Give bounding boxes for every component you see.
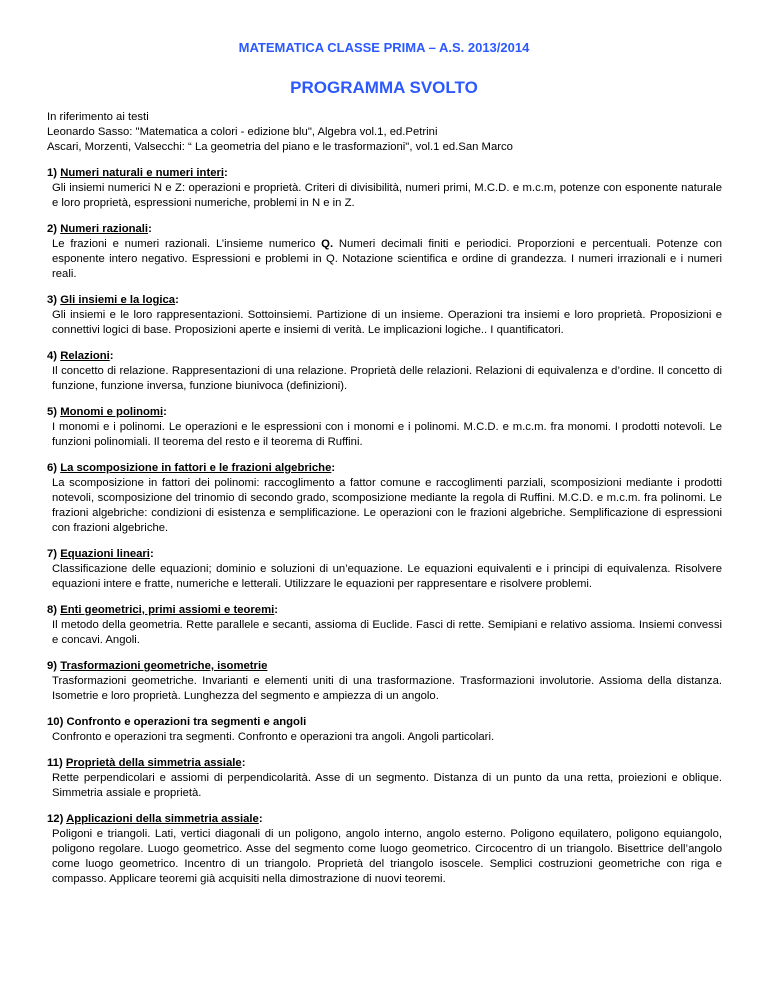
section-separator: :	[241, 757, 246, 769]
section-4	[47, 349, 722, 394]
section-separator: :	[148, 223, 152, 235]
section-number: 8)	[47, 604, 58, 616]
section-title: Applicazioni della simmetria assiale	[66, 813, 259, 825]
section-body-bold: Q.	[321, 238, 334, 250]
section-heading	[47, 715, 722, 730]
section-heading	[47, 405, 722, 420]
section-body	[47, 237, 722, 282]
intro-line: Ascari, Morzenti, Valsecchi: “ La geometria del piano e le trasformazioni", vol.1 ed.San Marco	[47, 141, 513, 153]
section-title: La scomposizione in fattori e le frazioni algebriche	[60, 462, 332, 474]
section-separator: :	[258, 813, 263, 825]
section-7	[47, 547, 722, 592]
document-title: MATEMATICA CLASSE PRIMA – A.S. 2013/2014	[238, 40, 530, 55]
document-subtitle: PROGRAMMA SVOLTO	[290, 78, 478, 97]
section-body-text: Le frazioni e numeri razionali. L’insieme numerico	[52, 238, 322, 250]
section-title: Gli insiemi e la logica	[60, 294, 176, 306]
section-heading	[47, 222, 722, 237]
section-title: Relazioni	[60, 350, 110, 362]
section-title: Monomi e polinomi	[60, 406, 164, 418]
section-3	[47, 293, 722, 338]
section-body: I monomi e i polinomi. Le operazioni e le espressioni con i monomi e i polinomi. M.C.D. e m.c.m. fra monomi. I prodotti notevoli. Le funzioni polinomiali. Il teorema del resto e il teorema di Ruffini.	[52, 421, 722, 448]
section-title: Equazioni lineari	[60, 548, 150, 560]
section-11	[47, 756, 722, 801]
section-number: 12)	[47, 813, 64, 825]
intro-references	[47, 110, 747, 155]
section-number: 2)	[47, 223, 58, 235]
section-title: Proprietà della simmetria assiale	[65, 757, 242, 769]
section-separator: :	[274, 604, 279, 616]
section-number: 1)	[47, 167, 58, 179]
section-number: 6)	[47, 462, 58, 474]
section-body: Classificazione delle equazioni; dominio e soluzioni di un’equazione. Le equazioni equivalenti e i principi di equivalenza. Risolvere equazioni intere e fratte, numeriche e letterali. Utilizzare le equazioni per rappresentare e risolvere problemi.	[52, 563, 722, 590]
section-heading	[47, 547, 722, 562]
section-body: Trasformazioni geometriche. Invarianti e elementi uniti di una trasformazione. Trasformazioni involutorie. Assioma della distanza. Isometrie e loro proprietà. Lunghezza del segmento e ampiezza di un angolo.	[52, 675, 722, 702]
section-heading	[47, 293, 722, 308]
section-body: Il metodo della geometria. Rette parallele e secanti, assioma di Euclide. Fasci di rette. Semipiani e relativo assioma. Insiemi convessi e concavi. Angoli.	[52, 619, 722, 646]
section-separator: :	[163, 406, 167, 418]
section-body-text: Numeri decimali finiti e periodici. Proporzioni e percentuali. Potenze con esponente intero negativo. Espressioni e problemi in Q. Notazione scientifica e ordine di grandezza. I numeri irrazionali e i numeri reali.	[52, 238, 722, 280]
section-2	[47, 222, 722, 282]
section-body: Confronto e operazioni tra segmenti. Confronto e operazioni tra angoli. Angoli particolari.	[52, 731, 495, 743]
section-title: Trasformazioni geometriche, isometrie	[60, 660, 268, 672]
section-9	[47, 659, 722, 704]
section-8	[47, 603, 722, 648]
section-number: 10)	[47, 716, 64, 728]
section-separator: :	[175, 294, 179, 306]
section-5	[47, 405, 722, 450]
program-sections	[47, 166, 722, 898]
section-title: Enti geometrici, primi assiomi e teoremi	[60, 604, 275, 616]
section-heading	[47, 166, 722, 181]
section-separator: :	[224, 167, 228, 179]
section-heading	[47, 756, 722, 771]
section-title: Confronto e operazioni tra segmenti e angoli	[66, 716, 307, 728]
section-separator: :	[331, 462, 336, 474]
section-number: 11)	[47, 757, 63, 769]
section-body: Il concetto di relazione. Rappresentazioni di una relazione. Proprietà delle relazioni. Relazioni di equivalenza e d’ordine. Il concetto di funzione, funzione inversa, funzione biunivoca (definizioni).	[52, 365, 722, 392]
section-6	[47, 461, 722, 536]
section-number: 3)	[47, 294, 58, 306]
section-body: Gli insiemi numerici N e Z: operazioni e proprietà. Criteri di divisibilità, numeri primi, M.C.D. e m.c.m, potenze con esponente naturale e loro proprietà, espressioni numeriche, problemi in N e in Z.	[52, 182, 722, 209]
section-number: 4)	[47, 350, 58, 362]
intro-line: Leonardo Sasso: "Matematica a colori - edizione blu", Algebra vol.1, ed.Petrini	[47, 126, 438, 138]
section-body: Rette perpendicolari e assiomi di perpendicolarità. Asse di un segmento. Distanza di un punto da una retta, proiezioni e oblique. Simmetria assiale e proprietà.	[52, 772, 722, 799]
section-number: 9)	[47, 660, 58, 672]
section-heading	[47, 812, 722, 827]
intro-line: In riferimento ai testi	[47, 111, 149, 123]
section-title: Numeri naturali e numeri interi	[60, 167, 225, 179]
section-number: 7)	[47, 548, 58, 560]
section-heading	[47, 461, 722, 476]
section-separator: :	[109, 350, 114, 362]
section-1	[47, 166, 722, 211]
section-body: Gli insiemi e le loro rappresentazioni. Sottoinsiemi. Partizione di un insieme. Operazioni tra insiemi e loro proprietà. Proposizioni e connettivi logici di base. Proposizioni aperte e insiemi di verità. Le implicazioni logiche.. I quantificatori.	[52, 309, 722, 336]
section-title: Numeri razionali	[60, 223, 149, 235]
section-separator: :	[149, 548, 154, 560]
section-heading	[47, 603, 722, 618]
section-heading	[47, 659, 722, 674]
section-12	[47, 812, 722, 887]
section-body: La scomposizione in fattori dei polinomi: raccoglimento a fattor comune e raccoglimenti parziali, scomposizioni mediante i prodotti notevoli, scomposizione del trinomio di secondo grado, scomposizione mediante la regola di Ruffini. M.C.D. e m.c.m. fra polinomi. Le frazioni algebriche: condizioni di esistenza e semplificazione. Le operazioni con le frazioni algebriche. Semplificazione di espressioni con frazioni algebriche.	[52, 477, 722, 534]
section-body: Poligoni e triangoli. Lati, vertici diagonali di un poligono, angolo interno, angolo esterno. Poligono equilatero, poligono equiangolo, poligono regolare. Luogo geometrico. Asse del segmento come luogo geometrico. Circocentro di un triangolo. Bisettrice dell’angolo come luogo geometrico. Incentro di un triangolo. Proprietà del triangolo isoscele. Semplici costruzioni geometriche con riga e compasso. Applicare teoremi già acquisiti nella dimostrazione di nuovi teoremi.	[52, 828, 722, 885]
section-heading	[47, 349, 722, 364]
section-10	[47, 715, 722, 745]
section-number: 5)	[47, 406, 58, 418]
